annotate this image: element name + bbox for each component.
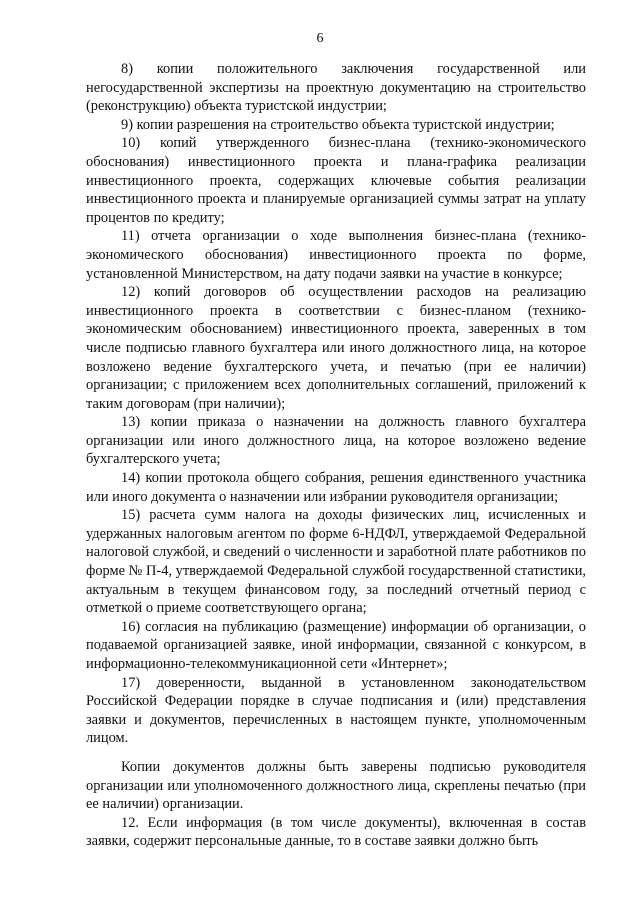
document-body <box>86 60 586 851</box>
paragraph-item-14: 14) копии протокола общего собрания, решения единственного участника или иного документа о назначении или избрании руководителя организации; <box>86 470 586 505</box>
paragraph-item-12: 12) копий договоров об осуществлении расходов на реализацию инвестиционного проекта в соответствии с бизнес-планом (технико-экономическим обоснованием) инвестиционного проекта, заверенных в том числе подписью главного бухгалтера или иного должностного лица, на которое возложено ведение бухгалтерского учета, и печатью (при ее наличии) организации; с приложением всех дополнительных соглашений, приложений к таким договорам (при наличии); <box>86 284 586 412</box>
page-number: 6 <box>316 31 324 46</box>
paragraph-item-9: 9) копии разрешения на строительство объекта туристской индустрии; <box>121 116 555 133</box>
paragraph-item-10: 10) копий утвержденного бизнес-плана (технико-экономического обоснования) инвестиционного проекта и плана-графика реализации инвестиционного проекта, содержащих ключевые события реализации инвестиционного проекта и планируемые организацией суммы затрат на уплату процентов по кредиту; <box>86 135 586 226</box>
paragraph-item-13: 13) копии приказа о назначении на должность главного бухгалтера организации или иного должностного лица, на которое возложено ведение бухгалтерского учета; <box>86 414 586 468</box>
paragraph-item-11: 11) отчета организации о ходе выполнения бизнес-плана (технико-экономического обоснования) инвестиционного проекта по форме, установленной Министерством, на дату подачи заявки на участие в конкурсе; <box>86 228 586 282</box>
paragraph-section-12: 12. Если информация (в том числе документы), включенная в состав заявки, содержит персональные данные, то в составе заявки должно быть <box>86 814 586 850</box>
paragraph-item-8: 8) копии положительного заключения государственной или негосударственной экспертизы на проектную документацию на строительство (реконструкцию) объекта туристской индустрии; <box>86 61 586 115</box>
paragraph-item-15: 15) расчета сумм налога на доходы физических лиц, исчисленных и удержанных налоговым агентом по форме 6-НДФЛ, утверждаемой Федеральной налоговой службой, и сведений о численности и заработной плате работников по форме № П-4, утверждаемой Федеральной службой государственной статистики, актуальным в текущем финансовом году, за последний отчетный период с отметкой о приеме соответствующего органа; <box>86 507 586 617</box>
paragraph-item-16: 16) согласия на публикацию (размещение) информации об организации, о подаваемой организацией заявке, иной информации, связанной с конкурсом, в информационно-телекоммуникационной сети «Интернет»; <box>86 618 586 672</box>
paragraph-item-17: 17) доверенности, выданной в установленном законодательством Российской Федерации порядке в случае подписания и (или) представления заявки и документов, перечисленных в настоящем пункте, уполномоченным лицом. <box>86 674 586 747</box>
paragraph-copies-certification: Копии документов должны быть заверены подписью руководителя организации или уполномоченного должностного лица, скреплены печатью (при ее наличии) организации. <box>86 758 586 813</box>
